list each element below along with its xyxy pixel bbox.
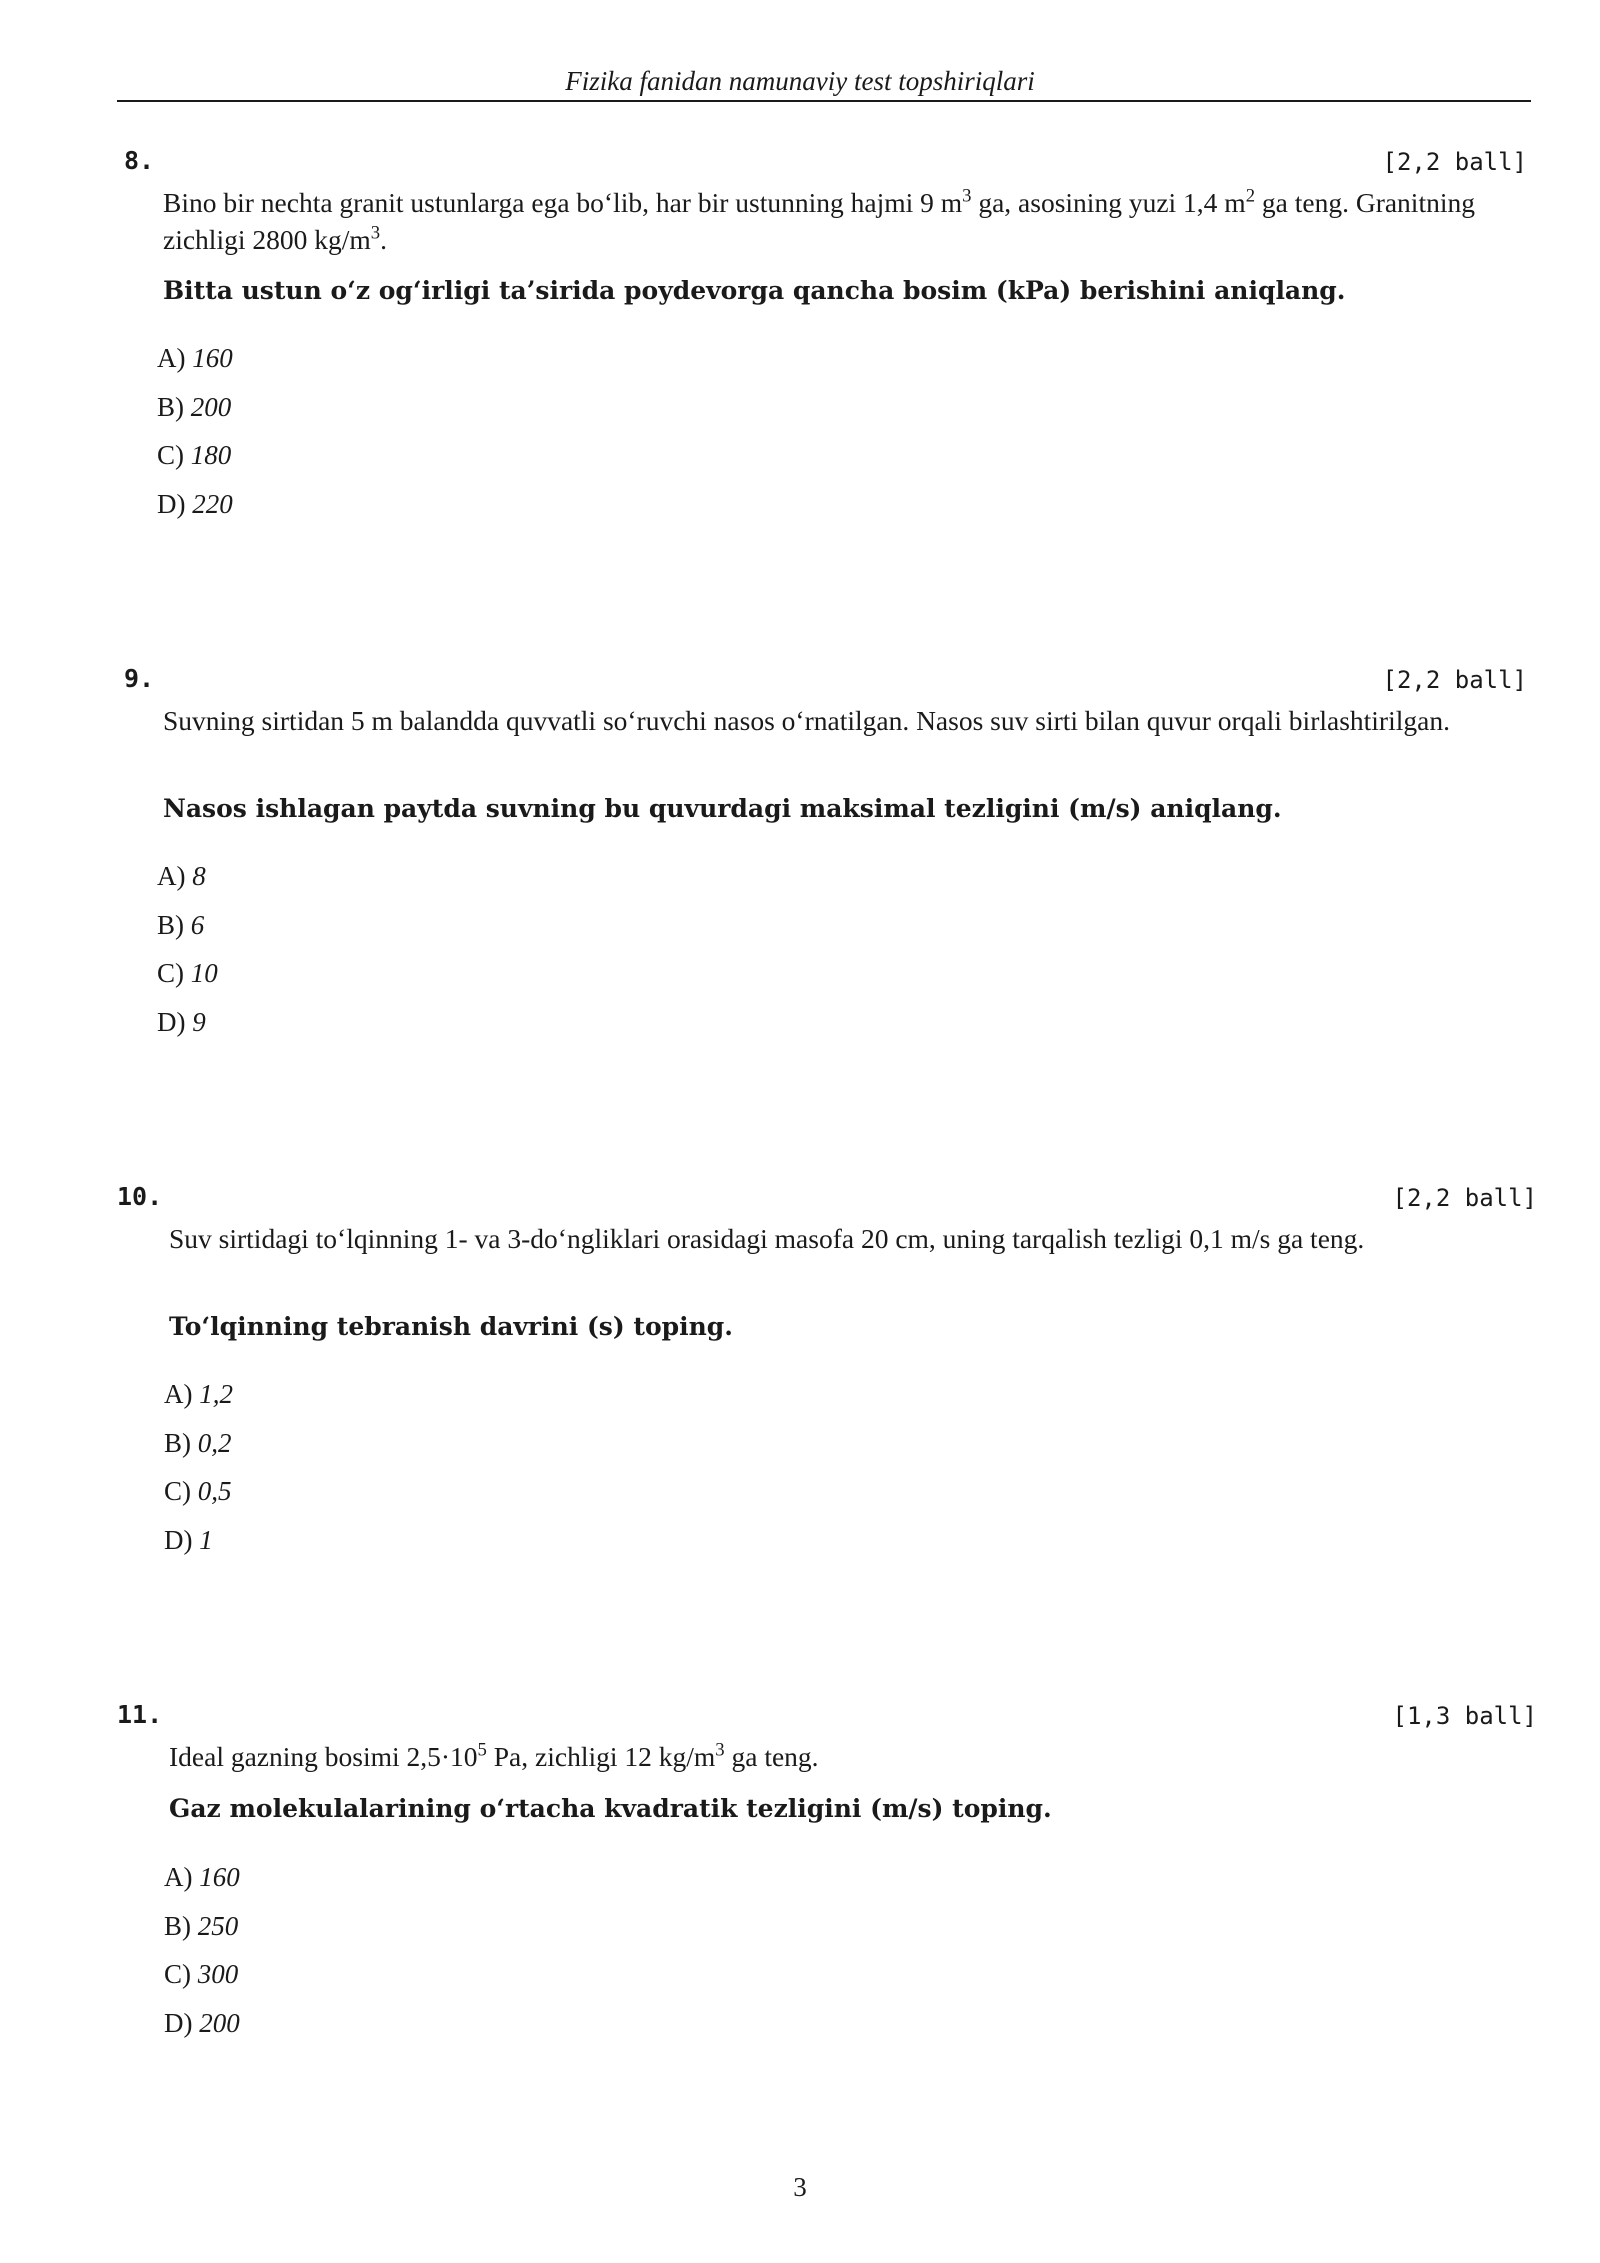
- answer-option-b[interactable]: B) 200: [157, 391, 232, 422]
- answer-option-d[interactable]: D) 220: [157, 489, 233, 520]
- question-number: 11.: [117, 1700, 163, 1729]
- answer-option-b[interactable]: B) 6: [157, 909, 205, 940]
- question-text: Bino bir nechta granit ustunlarga ega bo‘lib, har bir ustunning hajmi 9 $m^3$ ga, asosining yuzi 1,4 $m^2$ ga teng. Granitning zichligi 2800 $kg/m^3$.: [163, 185, 1475, 255]
- question-9: [124, 664, 1544, 1044]
- answer-options: [157, 859, 218, 1054]
- question-number: 9.: [124, 664, 155, 693]
- answer-option-d[interactable]: D) 1: [164, 1525, 213, 1556]
- answer-options: [164, 1377, 233, 1572]
- answer-option-d[interactable]: D) 200: [164, 2008, 240, 2039]
- answer-option-a[interactable]: A) 160: [164, 1862, 240, 1892]
- question-prompt: Bitta ustun o‘z og‘irligi ta’sirida poydevorga qancha bosim (kPa) berishini aniqlang.: [163, 276, 1346, 305]
- answer-option-a[interactable]: A) 160: [157, 343, 233, 373]
- question-points: [2,2 ball]: [1392, 1184, 1537, 1212]
- question-points: [1,3 ball]: [1392, 1702, 1537, 1730]
- answer-option-a[interactable]: A) 1,2: [164, 1379, 233, 1409]
- answer-option-d[interactable]: D) 9: [157, 1007, 206, 1038]
- question-prompt: Gaz molekulalarining o‘rtacha kvadratik tezligini (m/s) toping.: [169, 1794, 1052, 1823]
- answer-option-c[interactable]: C) 10: [157, 958, 218, 989]
- question-points: [2,2 ball]: [1382, 148, 1527, 176]
- answer-option-a[interactable]: A) 8: [157, 861, 206, 891]
- page-header-title: Fizika fanidan namunaviy test topshiriqlari: [565, 66, 1035, 96]
- page-number: 3: [793, 2172, 807, 2202]
- answer-option-c[interactable]: C) 300: [164, 1959, 239, 1990]
- answer-options: [157, 341, 233, 536]
- answer-option-b[interactable]: B) 250: [164, 1910, 239, 1941]
- question-points: [2,2 ball]: [1382, 666, 1527, 694]
- question-text: Suv sirtidagi to‘lqinning 1- va 3-do‘ngliklari orasidagi masofa 20 cm, uning tarqalish tezligi 0,1 m/s ga teng.: [169, 1223, 1365, 1254]
- question-number: 10.: [117, 1182, 163, 1211]
- header-divider: [117, 100, 1531, 102]
- question-8: [124, 146, 1544, 526]
- question-prompt: To‘lqinning tebranish davrini (s) toping.: [169, 1312, 733, 1341]
- answer-option-b[interactable]: B) 0,2: [164, 1427, 232, 1458]
- answer-option-c[interactable]: C) 0,5: [164, 1476, 232, 1507]
- question-number: 8.: [124, 146, 155, 175]
- question-prompt: Nasos ishlagan paytda suvning bu quvurdagi maksimal tezligini (m/s) aniqlang.: [163, 794, 1282, 823]
- question-10: [117, 1182, 1537, 1562]
- answer-options: [164, 1860, 240, 2055]
- question-11: [117, 1700, 1537, 2050]
- question-text: Ideal gazning bosimi $2,5\cdot 10^5$ Pa, zichligi 12 $kg/m^3$ ga teng.: [169, 1739, 819, 1772]
- question-text: Suvning sirtidan 5 m balandda quvvatli so‘ruvchi nasos o‘rnatilgan. Nasos suv sirti bilan quvur orqali birlashtirilgan.: [163, 705, 1450, 736]
- answer-option-c[interactable]: C) 180: [157, 440, 232, 471]
